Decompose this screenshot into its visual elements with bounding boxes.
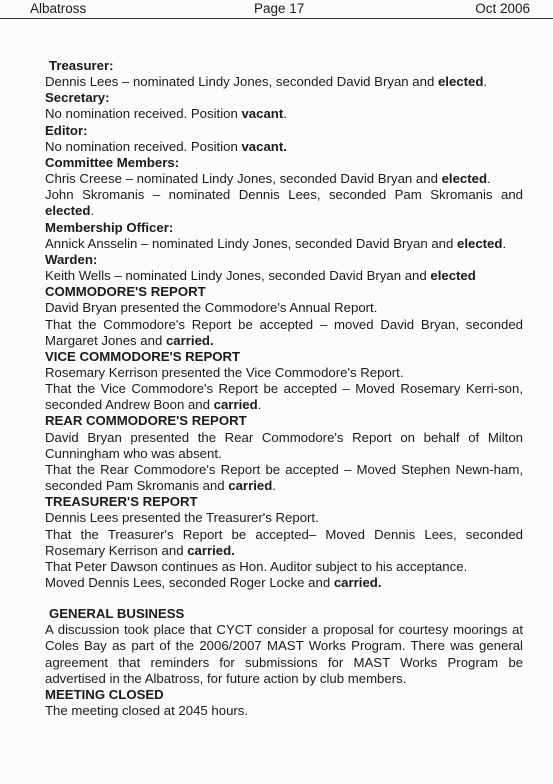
vice-commodore-report-text-1: Rosemary Kerrison presented the Vice Commodore's Report. [45,364,404,380]
treasurer-report-text-1: Dennis Lees presented the Treasurer's Report. [45,510,319,526]
issue-date: Oct 2006 [475,1,530,16]
general-business-text: A discussion took place that CYCT consider a proposal for courtesy moorings at Coles Bay as part of the 2006/2007 MAST Works Program. There was general agreement that reminders for submissions for MAST Works Program be advertised in the Albatross, for future action by club members. [45,622,523,686]
vice-commodore-report-text-2: That the Vice Commodore's Report be accepted – Moved Rosemary Kerri-son, seconded Andrew Boon and carried. [45,381,523,413]
committee-text-1: Chris Creese – nominated Lindy Jones, seconded David Bryan and elected. [45,171,491,187]
general-business-heading: GENERAL BUSINESS [49,606,185,622]
treasurer-report-text-4: Moved Dennis Lees, seconded Roger Locke and carried. [45,575,382,590]
editor-heading: Editor: [45,122,88,138]
vice-commodore-report-heading: VICE COMMODORE'S REPORT [45,348,241,364]
commodore-report-text-1: David Bryan presented the Commodore's Annual Report. [45,300,378,316]
editor-text: No nomination received. Position vacant. [45,138,287,154]
commodore-report-heading: COMMODORE'S REPORT [45,284,206,300]
rear-commodore-report-text-2: That the Rear Commodore's Report be accepted – Moved Stephen Newn-ham, seconded Pam Skromanis and carried. [45,461,523,494]
membership-text: Annick Ansselin – nominated Lindy Jones, seconded David Bryan and elected. [45,235,507,251]
warden-heading: Warden: [45,251,98,267]
page-number: Page 17 [254,1,305,16]
secretary-text: No nomination received. Position vacant. [45,106,287,122]
committee-text-2: John Skromanis – nominated Dennis Lees, seconded Pam Skromanis and elected. [45,187,523,219]
treasurer-report-heading: TREASURER'S REPORT [45,494,198,510]
page-header [0,0,553,19]
meeting-closed-heading: MEETING CLOSED [45,686,164,702]
treasurer-report-text-2: That the Treasurer's Report be accepted– Moved Dennis Lees, seconded Rosemary Kerrison and carried. [45,526,523,558]
section-gap [45,591,523,606]
header-rule [0,18,553,19]
commodore-report-text-2: That the Commodore's Report be accepted – moved David Bryan, seconded Margaret Jones and carried. [45,316,523,348]
meeting-closed-text: The meeting closed at 2045 hours. [45,703,249,719]
secretary-heading: Secretary: [45,90,110,106]
membership-heading: Membership Officer: [45,219,174,235]
rear-commodore-report-heading: REAR COMMODORE'S REPORT [45,413,247,429]
rear-commodore-report-text-1: David Bryan presented the Rear Commodore's Report on behalf of Milton Cunningham who was absent. [45,429,523,461]
minutes-body [45,58,523,719]
treasurer-report-text-3: That Peter Dawson continues as Hon. Auditor subject to his acceptance. [45,558,468,574]
committee-heading: Committee Members: [45,154,180,170]
treasurer-text: Dennis Lees – nominated Lindy Jones, seconded David Bryan and elected. [45,74,488,90]
treasurer-heading: Treasurer: [49,58,114,73]
warden-text: Keith Wells – nominated Lindy Jones, seconded David Bryan and elected [45,268,476,284]
publication-name: Albatross [30,1,87,16]
